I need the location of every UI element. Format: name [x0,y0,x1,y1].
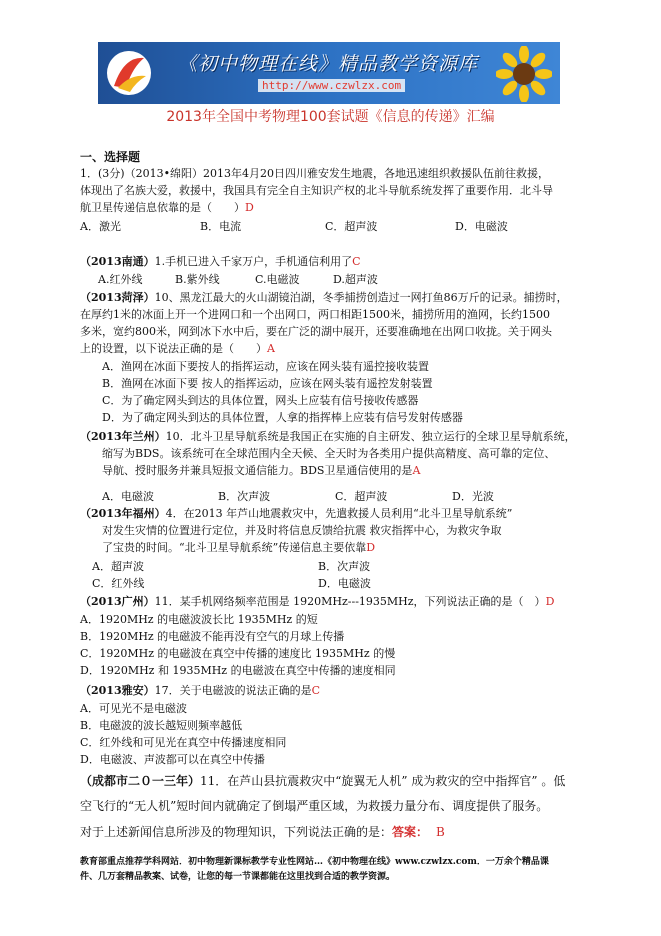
q5-line1 [80,505,585,522]
q5-source: （2013年福州） [80,507,166,520]
q6-option-a: A．1920MHz 的电磁波波长比 1935MHz 的短 [80,613,318,626]
q1-option-d: D．电磁波 [455,220,508,233]
q6-option-b: B．1920MHz 的电磁波不能再没有空气的月球上传播 [80,630,345,643]
q8-line2: 空飞行的“无人机”短时间内就确定了倒塌严重区域，为救援力量分布、调度提供了服务。 [80,799,549,813]
q3-answer: A [267,342,275,355]
q1-option-c: C．超声波 [325,220,378,233]
q7-option-c: C．红外线和可见光在真空中传播速度相同 [80,736,287,749]
q3-option-d: D．为了确定网头到达的具体位置，人拿的指挥棒上应装有信号发射传感器 [102,411,463,424]
q6-option-c: C．1920MHz 的电磁波在真空中传播的速度比 1935MHz 的慢 [80,647,396,660]
q4-line2: 缩写为BDS。该系统可在全球范围内全天候、全天时为各类用户提供高精度、高可靠的定位、 [102,447,556,460]
q4-option-d: D．光波 [452,490,494,503]
q6-answer: D [545,595,555,608]
q1-line1: 1．(3分)（2013•绵阳）2013年4月20日四川雅安发生地震，各地迅速组织救援队伍前往救援， [80,167,550,180]
q7-option-b: B．电磁波的波长越短则频率越低 [80,719,243,732]
q6-option-d: D．1920MHz 和 1935MHz 的电磁波在真空中传播的速度相同 [80,664,396,677]
q7-stem: 17．关于电磁波的说法正确的是 [154,684,312,697]
q2-source: （2013南通） [80,255,155,268]
q6-line [80,593,585,610]
q3-stem: 上的设置，以下说法正确的是（ ） [80,342,267,355]
q8-line1 [80,771,585,791]
q6-stem: 11．某手机网络频率范围是 1920MHz---1935MHz，下列说法正确的是（ ） [154,595,546,608]
q7-answer: C [311,684,321,697]
q3-line4 [80,340,585,357]
q8-answer-label: 答案： [392,825,429,839]
q6-source: （2013广州） [80,595,155,608]
q4-line1 [80,428,585,445]
q5-option-c: C．红外线 [92,577,145,590]
q5-option-a: A．超声波 [92,560,144,573]
q2-option-a: A.红外线 [98,273,143,286]
q2-stem: 1.手机已进入千家万户，手机通信利用了 [154,255,353,268]
q2-answer: C [352,255,361,268]
q8-line3 [80,822,585,842]
q4-source: （2013年兰州） [80,430,166,443]
q4-option-b: B．次声波 [218,490,271,503]
q1-line3 [80,199,585,216]
q5-line2: 对发生灾情的位置进行定位，并及时将信息反馈给抗震 救灾指挥中心，为救灾争取 [102,524,502,537]
q2-line [80,253,585,270]
q3-option-b: B．渔网在冰面下要 按人的指挥运动，应该在网头装有遥控发射装置 [102,377,433,390]
q4-stem: 导航、授时服务并兼具短报文通信能力。BDS卫星通信使用的是 [102,464,413,477]
banner-title: 《初中物理在线》精品教学资源库 [178,53,479,75]
q7-option-d: D．电磁波、声波都可以在真空中传播 [80,753,265,766]
q5-option-d: D．电磁波 [318,577,371,590]
q4-option-c: C．超声波 [335,490,388,503]
q3-text1: 10、黑龙江最大的火山湖镜泊湖，冬季捕捞创造过一网打鱼86万斤的记录。捕捞时， [154,291,568,304]
q1-stem: 航卫星传递信息依靠的是（ ） [80,201,245,214]
q4-option-a: A．电磁波 [102,490,154,503]
header-banner [98,42,560,104]
q7-option-a: A．可见光不是电磁波 [80,702,187,715]
footer [80,855,600,885]
q5-answer: D [366,541,376,554]
q2-option-b: B.紫外线 [175,273,220,286]
q5-text1: 4．在2013 年芦山地震救灾中，先遣救援人员利用“北斗卫星导航系统” [165,507,513,520]
footer-line2: 件、几万套精品教案、试卷，让您的每一节课都能在这里找到合适的教学资源。 [80,872,396,882]
q5-line3 [102,539,582,556]
q1-option-a: A．激光 [80,220,121,233]
q4-line3 [102,462,582,479]
q7-source: （2013雅安） [80,684,155,697]
q1-line2: 体现出了名族大爱，救援中，我国具有完全自主知识产权的北斗导航系统发挥了重要作用．北斗导 [80,184,553,197]
q3-line2: 在厚约1米的冰面上开一个进网口和一个出网口，两口相距1500米，捕捞所用的渔网，长约1500 [80,308,550,321]
q8-source: （成都市二０一三年） [80,774,201,788]
q3-line3: 多米，宽约800米，网到冰下水中后，要在广泛的湖中展开，还要准确地在出网口收拢。关于网头 [80,325,552,338]
q2-option-c: C.电磁波 [255,273,300,286]
q5-stem: 了宝贵的时间。“北斗卫星导航系统”传递信息主要依靠 [102,541,367,554]
footer-line1: 教育部重点推荐学科网站．初中物理新课标教学专业性网站…《初中物理在线》www.czwlzx.com．一万余个精品课 [80,857,549,867]
q8-text1: 11．在芦山县抗震救灾中“旋翼无人机” 成为救灾的空中指挥官” 。低 [200,774,566,788]
q8-stem: 对于上述新闻信息所涉及的物理知识，下列说法正确的是： [80,825,393,839]
q7-line [80,682,585,699]
q3-option-c: C．为了确定网头到达的具体位置，网头上应装有信号接收传感器 [102,394,419,407]
document-title: 2013年全国中考物理100套试题《信息的传递》汇编 [166,109,495,125]
q8-answer: B [436,825,445,839]
q3-option-a: A．渔网在冰面下要按人的指挥运动，应该在网头装有遥控接收装置 [102,360,429,373]
site-logo-icon [104,48,154,98]
sunflower-icon [496,46,552,102]
q4-answer: A [412,464,421,477]
q3-line1 [80,289,585,306]
section-heading: 一、选择题 [80,150,141,164]
q2-option-d: D.超声波 [333,273,378,286]
banner-url[interactable]: http://www.czwlzx.com [258,79,405,92]
q1-option-b: B．电流 [200,220,242,233]
q4-text1: 10．北斗卫星导航系统是我国正在实施的自主研发、独立运行的全球卫星导航系统， [165,430,576,443]
q3-source: （2013菏泽） [80,291,155,304]
q1-answer: D [245,201,254,214]
q5-option-b: B．次声波 [318,560,371,573]
